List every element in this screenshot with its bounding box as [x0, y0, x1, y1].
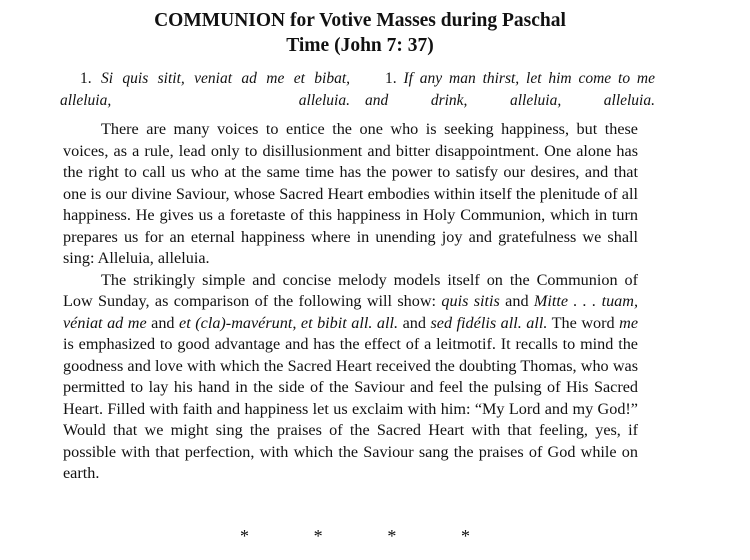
p2-text-3: and: [151, 313, 175, 332]
p2-text-6: is emphasized to good advantage and has the effect of a leitmotif. It recalls to mind the goodness and love with which the Sacred Heart received the doubting Thomas, who was permitted to lay his hand in the side of the Saviour and feel the pulsing of His Sacred Heart. Filled with faith and happiness let us exclaim with him: “My Lord and my God!” Would that we might sing the praises of the Sacred Heart with that feeling, yes, if possible with that perfection, with which the Saviour sang the praises of God while on earth.: [63, 335, 638, 482]
english-verse-text: If any man thirst, let him come to me and drink, alleluia, alleluia.: [365, 70, 656, 109]
p2-word-me: me: [619, 313, 639, 332]
p2-text-1: The strikingly simple and concise melody models itself on the Communion of Low Sunday, as comparison of the following will show:: [63, 270, 638, 310]
p2-incipit-4: sed fidélis all. all.: [430, 313, 548, 332]
english-verse-number: 1.: [385, 70, 397, 87]
commentary-paragraph-2: [63, 270, 638, 485]
p2-incipit-1: quis sitis: [441, 292, 500, 310]
latin-text-column: [60, 68, 350, 112]
english-text-column: [365, 68, 655, 112]
chant-text-columns: [60, 68, 656, 112]
separator-star-4: *: [460, 526, 470, 546]
p2-text-4: and: [402, 313, 426, 332]
separator-star-2: *: [313, 526, 323, 546]
page-title: [60, 8, 660, 58]
separator-star-1: *: [240, 526, 249, 546]
separator-star-3: *: [387, 526, 397, 546]
p2-text-2: and: [505, 292, 529, 310]
latin-verse-number: 1.: [80, 70, 92, 87]
title-line-1: COMMUNION for Votive Masses during Paschal: [154, 10, 566, 31]
section-separator: [240, 526, 470, 547]
p2-incipit-3: et (cla)-mavérunt, et bibit all. all.: [179, 313, 399, 332]
p2-incipit-2: Mitte . . . tuam, véniat ad me: [63, 292, 638, 332]
p2-text-5: The word: [551, 313, 615, 332]
title-line-2: Time (John 7: 37): [286, 35, 434, 56]
commentary-body: [63, 119, 638, 485]
commentary-paragraph-1: There are many voices to entice the one who is seeking happiness, but these voices, as a rule, lead only to disillusionment and bitter disappointment. One alone has the right to call us who at the same time has the power to satisfy our desires, and that one is our divine Saviour, whose Sacred Heart embodies within itself the plenitude of all happiness. He gives us a foretaste of this happiness in Holy Communion, which in turn prepares us for an eternal happiness where in unending joy and gratefulness we shall sing: Alleluia, alleluia.: [63, 120, 638, 267]
latin-verse-text: Si quis sitit, veniat ad me et bibat, alleluia, alleluia.: [60, 70, 350, 109]
